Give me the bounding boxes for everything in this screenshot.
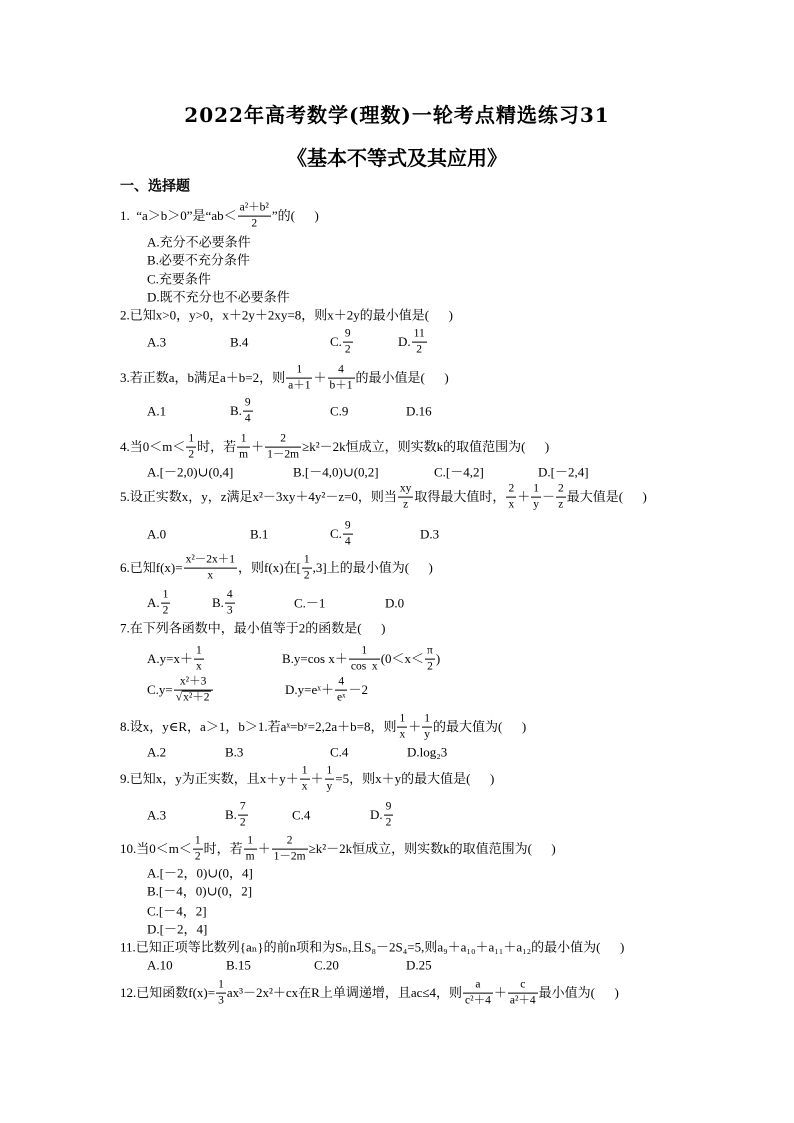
- fraction-denominator: 4: [244, 412, 251, 425]
- text-run: B.3: [225, 744, 244, 760]
- fraction: [265, 433, 301, 462]
- fraction-numerator: 1: [244, 835, 257, 850]
- fraction: [556, 483, 566, 512]
- question-8-option-c: [330, 743, 348, 760]
- question-1-option-b: [147, 251, 250, 268]
- text-run: 最大值是( ): [566, 488, 647, 504]
- fraction-denominator: m: [239, 448, 249, 461]
- fraction-numerator: 9: [243, 397, 253, 412]
- fraction-denominator: x: [195, 660, 202, 673]
- fraction: [343, 520, 353, 549]
- fraction-denominator: 2: [239, 816, 246, 829]
- question-11-option-b: [226, 956, 251, 973]
- fraction: [506, 483, 516, 512]
- text-run: C.20: [314, 957, 339, 973]
- text-run: B.: [225, 806, 237, 822]
- fraction-numerator: 9: [343, 328, 353, 343]
- text-run: C.: [330, 333, 342, 349]
- fraction-denominator: y: [326, 780, 333, 793]
- fraction-denominator: 2: [416, 343, 423, 356]
- fraction: [244, 835, 257, 864]
- text-run: －: [541, 488, 555, 504]
- text-run: A.[－2，0)∪(0，4]: [147, 865, 253, 881]
- text-run: C.4: [330, 744, 349, 760]
- text-run: B.: [230, 402, 242, 418]
- text-run: C.y=: [147, 681, 173, 697]
- fraction-denominator: 2: [162, 604, 169, 617]
- text-run: 时，若: [197, 438, 237, 454]
- fraction-numerator: 1: [193, 835, 203, 850]
- fraction: [161, 589, 171, 618]
- text-run: B.15: [226, 957, 251, 973]
- fraction-denominator: z: [558, 498, 564, 511]
- fraction: [328, 364, 355, 393]
- text-run: B.[－4，0)∪(0，2]: [147, 883, 253, 899]
- text-run: D.25: [406, 957, 432, 973]
- question-9-option-d: [370, 801, 394, 830]
- text-run: A.3: [147, 807, 167, 823]
- question-3-option-d: [406, 402, 432, 419]
- text-run: A.3: [147, 334, 167, 350]
- fraction-numerator: 1: [161, 589, 171, 604]
- question-8-stem: [120, 713, 526, 742]
- fraction-denominator: 2: [188, 448, 195, 461]
- text-run: C.[－4,2]: [434, 464, 484, 480]
- text-run: C.9: [330, 403, 349, 419]
- question-1-option-d: [147, 288, 290, 305]
- text-run: 12.已知函数f(x)=: [120, 984, 216, 1000]
- text-run: D.[－2，4]: [147, 921, 208, 937]
- question-10-stem: [120, 835, 556, 864]
- text-run: 7.在下列各函数中，最小值等于2的函数是( ): [120, 620, 386, 636]
- text-run: A.[－2,0)∪(0,4]: [147, 464, 234, 480]
- text-run: D.y=eˣ＋: [285, 681, 334, 697]
- text-run: 最小值为( ): [538, 984, 619, 1000]
- text-run: 的最大值为( ): [432, 718, 527, 734]
- text-run: ,3]上的最小值为( ): [312, 559, 433, 575]
- fraction: [186, 433, 196, 462]
- text-run: D.3: [420, 526, 440, 542]
- text-run: =5，则x＋y的最大值是( ): [335, 770, 495, 786]
- text-run: 1. “a＞b＞0”是“ab＜: [120, 207, 237, 223]
- fraction-denominator: 2: [251, 217, 258, 230]
- fraction: [335, 676, 347, 705]
- question-4-option-a: [147, 463, 233, 480]
- fraction-numerator: 11: [412, 328, 427, 343]
- fraction-numerator: 1: [422, 713, 432, 728]
- fraction: [463, 979, 493, 1008]
- fraction-numerator: a: [463, 979, 493, 994]
- radicand: x²＋2: [183, 691, 210, 704]
- question-4-option-c: [434, 463, 484, 480]
- text-run: C.－1: [294, 595, 326, 611]
- question-7-option-d: [285, 676, 368, 705]
- fraction-denominator: a＋1: [288, 379, 311, 392]
- text-run: D.既不充分也不必要条件: [147, 289, 290, 305]
- question-6-option-c: [294, 594, 325, 611]
- text-run: D.: [398, 333, 411, 349]
- fraction: [397, 713, 407, 742]
- fraction-numerator: 1: [397, 713, 407, 728]
- fraction-numerator: 1: [302, 554, 312, 569]
- text-run: D.log₂3: [407, 744, 448, 760]
- fraction-denominator: 2: [385, 816, 392, 829]
- fraction-numerator: 1: [186, 433, 196, 448]
- question-10-option-c: [147, 902, 207, 919]
- fraction-denominator: x: [301, 780, 308, 793]
- text-run: B.[－4,0)∪(0,2]: [293, 464, 379, 480]
- fraction-denominator: x: [508, 498, 515, 511]
- text-run: D.0: [385, 595, 405, 611]
- fraction: [243, 397, 253, 426]
- fraction: [300, 765, 310, 794]
- fraction: [174, 676, 213, 705]
- question-7-option-c: [147, 676, 214, 705]
- text-run: ≥k²－2k恒成立，则实数k的取值范围为( ): [302, 438, 550, 454]
- fraction: [237, 433, 250, 462]
- text-run: ＋: [257, 840, 271, 856]
- text-run: 时，若: [203, 840, 243, 856]
- fraction: [302, 554, 312, 583]
- text-run: ，则f(x)在[: [238, 559, 301, 575]
- text-run: A.1: [147, 403, 167, 419]
- fraction-numerator: 1: [194, 645, 204, 660]
- fraction-denominator: 2: [344, 343, 351, 356]
- fraction-numerator: 2: [556, 483, 566, 498]
- fraction-numerator: 1: [325, 765, 335, 780]
- text-run: ＋: [517, 488, 531, 504]
- fraction-numerator: 2: [506, 483, 516, 498]
- question-8-option-b: [225, 743, 243, 760]
- text-run: 2.已知x>0，y>0，x＋2y＋2xy=8，则x＋2y的最小值是( ): [120, 307, 453, 323]
- text-run: (0＜x＜: [380, 650, 425, 666]
- fraction-numerator: 9: [343, 520, 353, 535]
- text-run: B.y=cos x＋: [282, 650, 348, 666]
- text-run: A.y=x＋: [147, 650, 193, 666]
- fraction-numerator: 1: [531, 483, 541, 498]
- fraction-numerator: x²＋3: [174, 676, 213, 691]
- question-10-option-d: [147, 920, 207, 937]
- question-4-option-d: [538, 463, 589, 480]
- question-11-option-c: [314, 956, 339, 973]
- question-8-option-d: [407, 743, 447, 760]
- fraction-numerator: a²＋b²: [238, 202, 271, 217]
- text-run: 8.设x，y∈R，a＞1，b＞1.若aˣ=bʸ=2,2a＋b=8，则: [120, 718, 397, 734]
- text-run: D.16: [406, 403, 432, 419]
- fraction-denominator: x: [207, 569, 214, 582]
- text-run: ax³－2x²＋cx在R上单调递增，且ac≤4，则: [226, 984, 463, 1000]
- fraction-numerator: 1: [349, 645, 380, 660]
- fraction-denominator: [174, 691, 213, 705]
- fraction: [238, 801, 248, 830]
- question-5-option-c: [330, 520, 354, 549]
- question-7-option-a: [147, 645, 205, 674]
- question-6-stem: [120, 554, 433, 583]
- fraction-denominator: 1－2m: [267, 448, 300, 461]
- question-9-option-c: [292, 806, 310, 823]
- fraction-numerator: 7: [238, 801, 248, 816]
- question-5-option-b: [250, 525, 268, 542]
- fraction-denominator: 1－2m: [273, 850, 306, 863]
- text-run: 的最小值是( ): [355, 369, 449, 385]
- fraction-numerator: 2: [265, 433, 301, 448]
- text-run: A.: [147, 594, 160, 610]
- fraction: [343, 328, 353, 357]
- radical-sign: √: [175, 691, 183, 704]
- text-run: 6.已知f(x)=: [120, 559, 183, 575]
- question-5-option-a: [147, 525, 166, 542]
- fraction-denominator: 3: [218, 994, 224, 1007]
- text-run: B.4: [230, 334, 249, 350]
- text-run: 9.已知x，y为正实数，且x＋y＋: [120, 770, 299, 786]
- fraction: [422, 713, 432, 742]
- page-title: 2022年高考数学(理数)一轮考点精选练习31: [184, 103, 610, 127]
- text-run: B.1: [250, 526, 269, 542]
- question-10-option-a: [147, 864, 253, 881]
- question-2-option-a: [147, 333, 166, 350]
- question-2-option-c: [330, 328, 354, 357]
- text-run: C.4: [292, 807, 311, 823]
- question-9-option-b: [225, 801, 249, 830]
- question-1-option-c: [147, 270, 211, 287]
- question-11-option-a: [147, 956, 173, 973]
- text-run: ”的( ): [271, 207, 319, 223]
- fraction: [325, 765, 335, 794]
- fraction-numerator: c: [508, 979, 538, 994]
- question-6-option-a: [147, 589, 171, 618]
- fraction: [508, 979, 538, 1008]
- text-run: C.充要条件: [147, 271, 211, 287]
- fraction: [193, 835, 203, 864]
- question-5-stem: [120, 483, 647, 512]
- fraction-numerator: 4: [225, 589, 235, 604]
- text-run: 取得最大值时，: [414, 488, 506, 504]
- text-run: B.: [212, 594, 224, 610]
- fraction-denominator: a²＋4: [509, 994, 536, 1007]
- fraction: [531, 483, 541, 512]
- fraction-denominator: y: [533, 498, 539, 511]
- fraction-numerator: 1: [237, 433, 250, 448]
- question-1-stem: [120, 202, 319, 231]
- question-6-option-b: [212, 589, 236, 618]
- fraction-denominator: z: [403, 498, 409, 511]
- fraction-numerator: 9: [384, 801, 394, 816]
- fraction: [238, 202, 271, 231]
- fraction-denominator: 2: [427, 660, 433, 673]
- page-subtitle: 《基本不等式及其应用》: [287, 146, 507, 170]
- text-run: A.2: [147, 744, 167, 760]
- text-run: C.[－4，2]: [147, 903, 207, 919]
- fraction: [425, 645, 435, 674]
- question-7-option-b: [282, 645, 440, 674]
- fraction: [194, 645, 204, 674]
- question-12-stem: [120, 979, 619, 1008]
- question-9-option-a: [147, 806, 166, 823]
- text-run: －2: [348, 681, 368, 697]
- text-run: 4.当0＜m＜: [120, 438, 186, 454]
- fraction-denominator: 2: [303, 569, 310, 582]
- question-10-option-b: [147, 882, 252, 899]
- fraction-numerator: 1: [286, 364, 312, 379]
- question-3-stem: [120, 364, 449, 393]
- section-heading: 一、选择题: [120, 179, 190, 195]
- text-run: 5.设正实数x，y，z满足x²－3xy＋4y²－z=0，则当: [120, 488, 397, 504]
- text-run: ≥k²－2k恒成立，则实数k的取值范围为( ): [308, 840, 556, 856]
- fraction: [225, 589, 235, 618]
- question-4-option-b: [293, 463, 379, 480]
- fraction: [216, 979, 226, 1008]
- fraction-numerator: 1: [216, 979, 226, 994]
- text-run: A.充分不必要条件: [147, 234, 251, 250]
- question-11-option-d: [406, 956, 432, 973]
- fraction: [412, 328, 427, 357]
- fraction: [384, 801, 394, 830]
- fraction-denominator: 4: [344, 535, 351, 548]
- text-run: 11.已知正项等比数列{aₙ}的前n项和为Sₙ,且S₈－2S₄=5,则a₉＋a₁₀＋a₁₁＋a₁₂的最小值为( ): [120, 939, 625, 955]
- fraction-denominator: 2: [194, 850, 201, 863]
- text-run: D.: [370, 806, 383, 822]
- text-run: ＋: [493, 984, 507, 1000]
- fraction-denominator: x: [399, 728, 406, 741]
- question-4-stem: [120, 433, 549, 462]
- fraction-denominator: eˣ: [337, 691, 346, 704]
- text-run: 3.若正数a，b满足a＋b=2，则: [120, 369, 286, 385]
- text-run: 10.当0＜m＜: [120, 840, 192, 856]
- text-run: C.: [330, 525, 342, 541]
- question-8-option-a: [147, 743, 166, 760]
- text-run: ＋: [313, 369, 327, 385]
- question-2-stem: [120, 306, 453, 323]
- fraction-numerator: π: [425, 645, 435, 660]
- text-run: ): [435, 650, 441, 666]
- question-7-stem: [120, 619, 385, 636]
- text-run: ＋: [251, 438, 265, 454]
- fraction: [286, 364, 312, 393]
- fraction-denominator: cos x: [350, 660, 378, 673]
- fraction-denominator: 3: [226, 604, 233, 617]
- fraction: [272, 835, 308, 864]
- question-3-option-a: [147, 402, 166, 419]
- text-run: A.0: [147, 526, 167, 542]
- question-3-option-c: [330, 402, 348, 419]
- question-3-option-b: [230, 397, 254, 426]
- question-6-option-d: [385, 594, 404, 611]
- fraction-numerator: x²－2x＋1: [184, 554, 237, 569]
- text-run: B.必要不充分条件: [147, 252, 250, 268]
- question-1-option-a: [147, 233, 251, 250]
- text-run: ＋: [408, 718, 422, 734]
- fraction-numerator: 2: [272, 835, 308, 850]
- fraction-denominator: c²＋4: [465, 994, 491, 1007]
- fraction-denominator: y: [424, 728, 430, 741]
- fraction-numerator: 4: [335, 676, 347, 691]
- question-5-option-d: [420, 525, 439, 542]
- text-run: A.10: [147, 957, 173, 973]
- text-run: D.[－2,4]: [538, 464, 589, 480]
- question-2-option-d: [398, 328, 428, 357]
- fraction: [184, 554, 237, 583]
- fraction-numerator: 1: [300, 765, 310, 780]
- text-run: ＋: [310, 770, 324, 786]
- fraction: [398, 483, 414, 512]
- fraction: [349, 645, 380, 674]
- fraction-denominator: b＋1: [329, 379, 353, 392]
- fraction-denominator: m: [245, 850, 255, 863]
- question-11-stem: [120, 938, 624, 955]
- fraction-numerator: 4: [328, 364, 355, 379]
- fraction-numerator: xy: [398, 483, 414, 498]
- question-9-stem: [120, 765, 494, 794]
- question-2-option-b: [230, 333, 248, 350]
